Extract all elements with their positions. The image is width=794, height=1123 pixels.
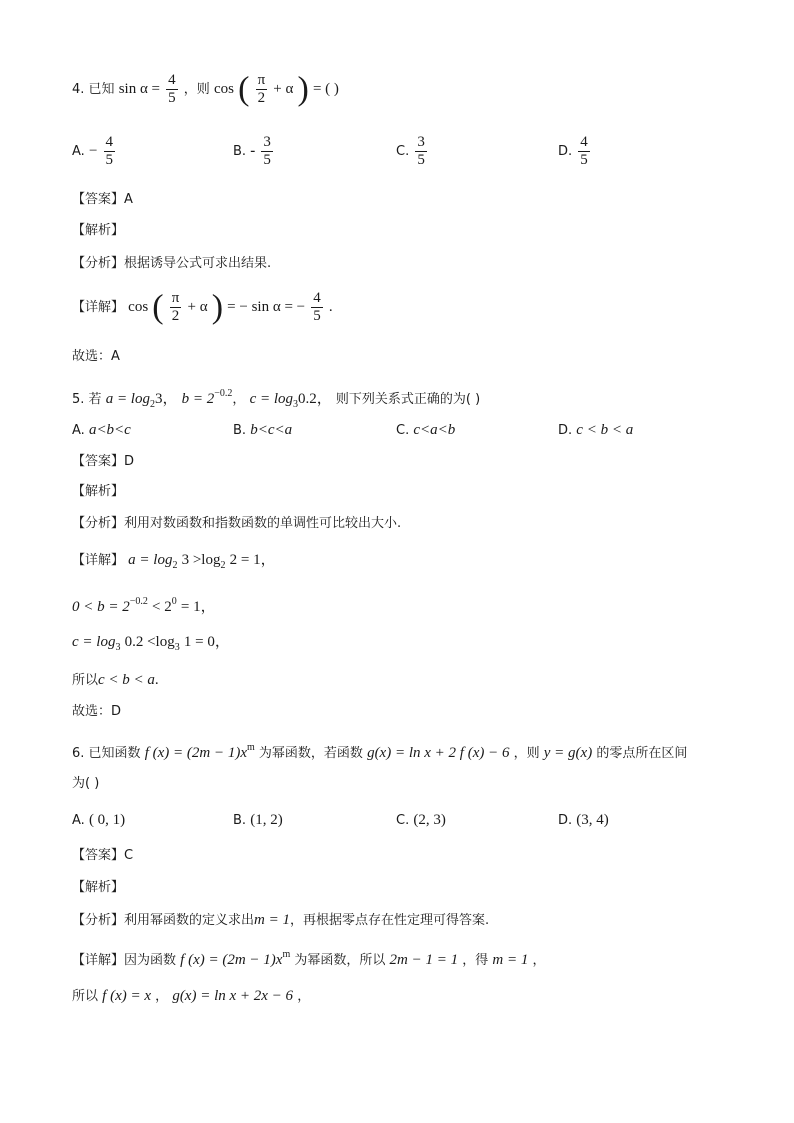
q4-xiangjie: 【详解】 cos ( $\frac{\pi}{2}$ + α ) = − sin α = − $\frac{4}{5}$ . — [72, 288, 333, 326]
q5-xiangjie: 【详解】 $a = \log_2 3 >\log_2$ 2 = 1， — [72, 552, 276, 571]
q4-answer: 【答案】A — [72, 192, 133, 207]
q6-answer: 【答案】C — [72, 848, 134, 863]
q4-sin-alpha: sin α = — [118, 81, 161, 97]
q4-jiexi: 【解析】 — [72, 223, 125, 238]
q4-option-a: A. − $\frac{4}{5}$ — [72, 134, 114, 168]
q5-fenxi: 【分析】利用对数函数和指数函数的单调性可比较出大小. — [72, 516, 402, 531]
q5-step3: $c = \log_3 0.2 <\log_3$ 1 = 0， — [72, 634, 230, 653]
q5-guxuan: 故选：D — [72, 704, 122, 719]
q5-option-d: D. c < b < a — [558, 422, 634, 438]
q4-option-c: C. $\frac{3}{5}$ — [396, 134, 425, 168]
q4-option-d: D. $\frac{4}{5}$ — [558, 134, 588, 168]
q5-option-b: B. b<c<a — [233, 422, 293, 438]
q4-option-b: B. - $\frac{3}{5}$ — [233, 134, 271, 168]
q4-plus-alpha: + α — [273, 81, 294, 97]
q4-cos: cos — [213, 81, 234, 97]
q6-option-b: B. (1, 2) — [233, 812, 283, 828]
q4-guxuan: 故选：A — [72, 349, 120, 364]
q6-option-a: A. ( 0, 1) — [72, 812, 126, 828]
q6-fenxi: 【分析】利用幂函数的定义求出m = 1，再根据零点存在性定理可得答案. — [72, 912, 490, 928]
q4-tail: = ( ) — [312, 81, 339, 97]
q6-option-c: C. (2, 3) — [396, 812, 446, 828]
q4-fenxi: 【分析】根据诱导公式可求出结果. — [72, 256, 272, 271]
q4-fraction: $\frac{4}{5}$ — [168, 72, 176, 106]
q4-mid-text: ，则 — [183, 82, 210, 97]
q6-last-line: 所以 f (x) = x ， g(x) = ln x + 2x − 6 ， — [72, 988, 311, 1004]
q6-stem-line1: 6. 已知函数 f $(x) = (2m - 1)x^m$ 为幂函数，若函数 g(x) = ln x + 2 f (x) − 6 ，则 y = g(x) 的零点所在区间 — [72, 742, 688, 761]
q6-xiangjie: 【详解】因为函数 f $(x) = (2m - 1)x^m$ 为幂函数，所以 2m − 1 = 1 ，得 m = 1 ， — [72, 949, 546, 968]
q5-step4: 所以c < b < a. — [72, 672, 159, 688]
q4-stem-prefix: 4. 已知 — [72, 82, 115, 97]
q6-stem-line2: 为( ) — [72, 776, 100, 791]
q6-jiexi: 【解析】 — [72, 880, 125, 895]
q5-option-c: C. c<a<b — [396, 422, 456, 438]
q5-stem: 5. 若 $a = \log_23$， $b = 2^{-0.2}$， $c = \log_30.2$， 则下列关系式正确的为( ) — [72, 388, 481, 410]
q5-option-a: A. a<b<c — [72, 422, 131, 438]
q4-stem: 4. 已知 sin α = $\frac{4}{5}$ ，则 cos ( $\frac{\pi}{2}$ + α ) = ( ) — [72, 70, 339, 108]
q6-option-d: D. (3, 4) — [558, 812, 609, 828]
q5-jiexi: 【解析】 — [72, 484, 125, 499]
q5-step2: $0 < b = 2^{-0.2} < 2^0 = 1$， — [72, 596, 216, 615]
q5-answer: 【答案】D — [72, 454, 135, 469]
q4-pi-over-2: $\frac{\pi}{2}$ — [257, 72, 266, 106]
